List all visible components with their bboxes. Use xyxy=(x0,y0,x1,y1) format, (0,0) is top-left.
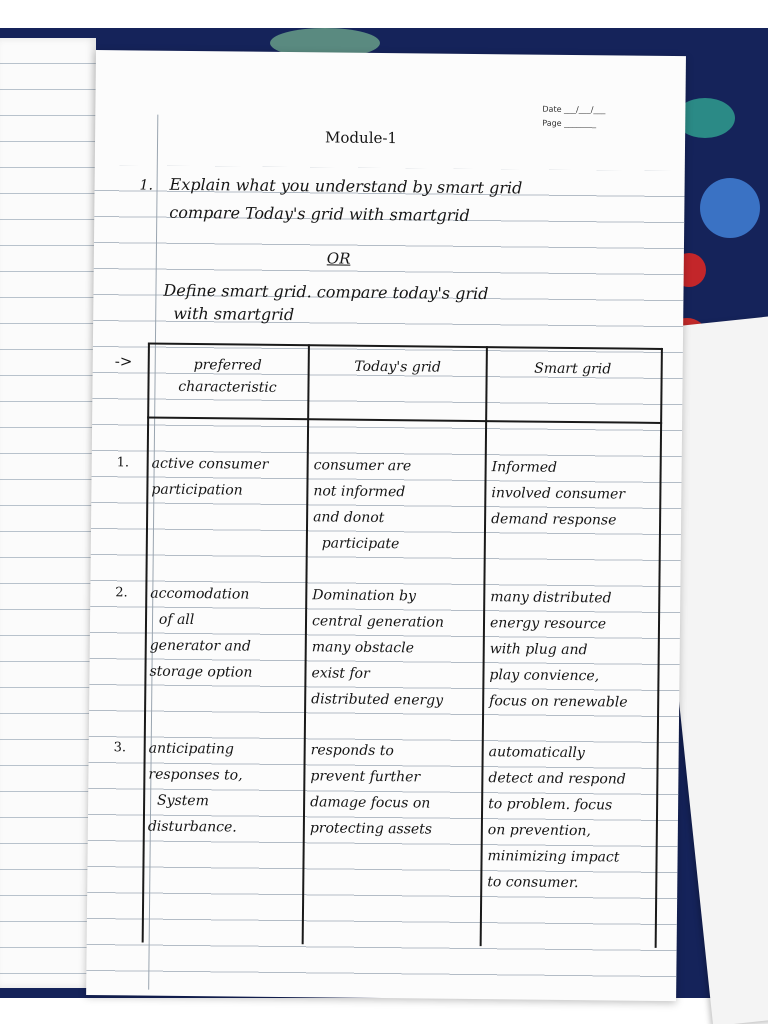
left-page-edge xyxy=(0,38,96,988)
row-3-smart-grid: automatically detect and respond to problem. focus on prevention, minimizing impact to consumer. xyxy=(487,744,626,892)
row-1-smart-grid: Informed involved consumer demand response xyxy=(491,459,626,529)
page-title: Module-1 xyxy=(325,128,398,148)
header-smart-grid: Smart grid xyxy=(534,360,612,378)
row-1-todays-grid: consumer are not informed and donot participate xyxy=(312,457,412,553)
fabric-swirl xyxy=(700,178,760,238)
date-field: Date ___/___/___ xyxy=(542,104,606,115)
page-number-field: Page ________ xyxy=(542,118,597,129)
header-todays-grid: Today's grid xyxy=(354,358,442,376)
answer-arrow: -> xyxy=(114,352,133,371)
table-column-rule xyxy=(655,348,663,948)
row-number: 3. xyxy=(113,740,127,756)
question-line-1: Explain what you understand by smart grid xyxy=(169,174,523,198)
row-3-characteristic: anticipating responses to, System disturbance. xyxy=(147,740,243,836)
margin-line xyxy=(148,115,158,990)
table-column-rule xyxy=(302,344,310,944)
table-top-rule xyxy=(148,343,663,350)
row-number: 1. xyxy=(116,455,130,471)
alt-question-line-2: with smartgrid xyxy=(173,303,295,325)
row-2-smart-grid: many distributed energy resource with plug and play convience, focus on renewable xyxy=(489,589,628,711)
row-number: 2. xyxy=(115,585,128,601)
question-number: 1. xyxy=(139,177,154,194)
alt-question-line-1: Define smart grid. compare today's grid xyxy=(163,280,489,304)
row-2-todays-grid: Domination by central generation many obstacle exist for distributed energy xyxy=(311,587,444,709)
table-header-rule xyxy=(147,417,662,424)
row-3-todays-grid: responds to prevent further damage focus on protecting assets xyxy=(309,742,433,838)
question-line-2: compare Today's grid with smartgrid xyxy=(169,202,470,225)
row-2-characteristic: accomodation of all generator and storage option xyxy=(149,585,253,681)
or-label: OR xyxy=(326,249,351,268)
notebook-page xyxy=(86,50,686,1001)
row-1-characteristic: active consumer participation xyxy=(151,455,269,499)
header-characteristic: preferred characteristic xyxy=(178,357,277,396)
